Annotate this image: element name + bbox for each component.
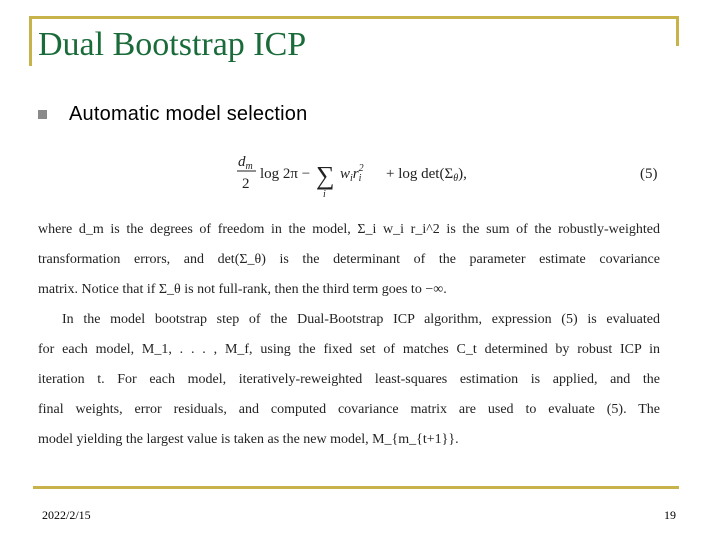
square-bullet-icon xyxy=(38,110,47,119)
bullet-item xyxy=(38,100,307,128)
body-line: final weights, error residuals, and computed covariance matrix are used to evaluate (5). The xyxy=(38,402,660,417)
svg-text:log 2π −: log 2π − xyxy=(260,166,311,182)
body-line: where d_m is the degrees of freedom in the model, Σ_i w_i r_i^2 is the sum of the robustly-weighted xyxy=(38,222,660,237)
equation-5 xyxy=(38,150,660,206)
bullet-text: Automatic model selection xyxy=(69,102,308,125)
svg-text:wir2i: $w_ir^2$ i xyxy=(340,163,364,184)
body-line: iteration t. For each model, iteratively-reweighted least-squares estimation is applied, and the xyxy=(38,372,660,387)
svg-text:+ log det(Σθ),: + $\log \det(\Sigma_\theta)$, xyxy=(386,166,467,184)
equation-number: (5) xyxy=(640,166,658,182)
slide-title: Dual Bootstrap ICP xyxy=(38,26,307,63)
svg-text:2: 2 xyxy=(242,176,250,192)
body-line: In the model bootstrap step of the Dual-Bootstrap ICP algorithm, expression (5) is evaluated xyxy=(62,312,660,327)
body-line: transformation errors, and det(Σ_θ) is the determinant of the parameter estimate covariance xyxy=(38,252,660,267)
svg-text:dm: $d_m$ xyxy=(238,154,253,172)
frame-bottom-border xyxy=(33,486,679,489)
page-number: 19 xyxy=(664,508,676,522)
body-paragraphs xyxy=(38,215,660,455)
svg-text:∑: ∑ xyxy=(316,161,335,190)
frame-left-border xyxy=(29,16,32,66)
frame-right-border xyxy=(676,16,679,46)
body-line: matrix. Notice that if Σ_θ is not full-rank, then the third term goes to −∞. xyxy=(38,282,447,297)
svg-text:i: i xyxy=(323,189,326,200)
body-line: for each model, M_1, . . . , M_f, using the fixed set of matches C_t determined by robust ICP in xyxy=(38,342,660,357)
footer-date: 2022/2/15 xyxy=(42,508,91,522)
frame-top-border xyxy=(29,16,679,19)
body-line: model yielding the largest value is taken as the new model, M_{m_{t+1}}. xyxy=(38,432,459,447)
